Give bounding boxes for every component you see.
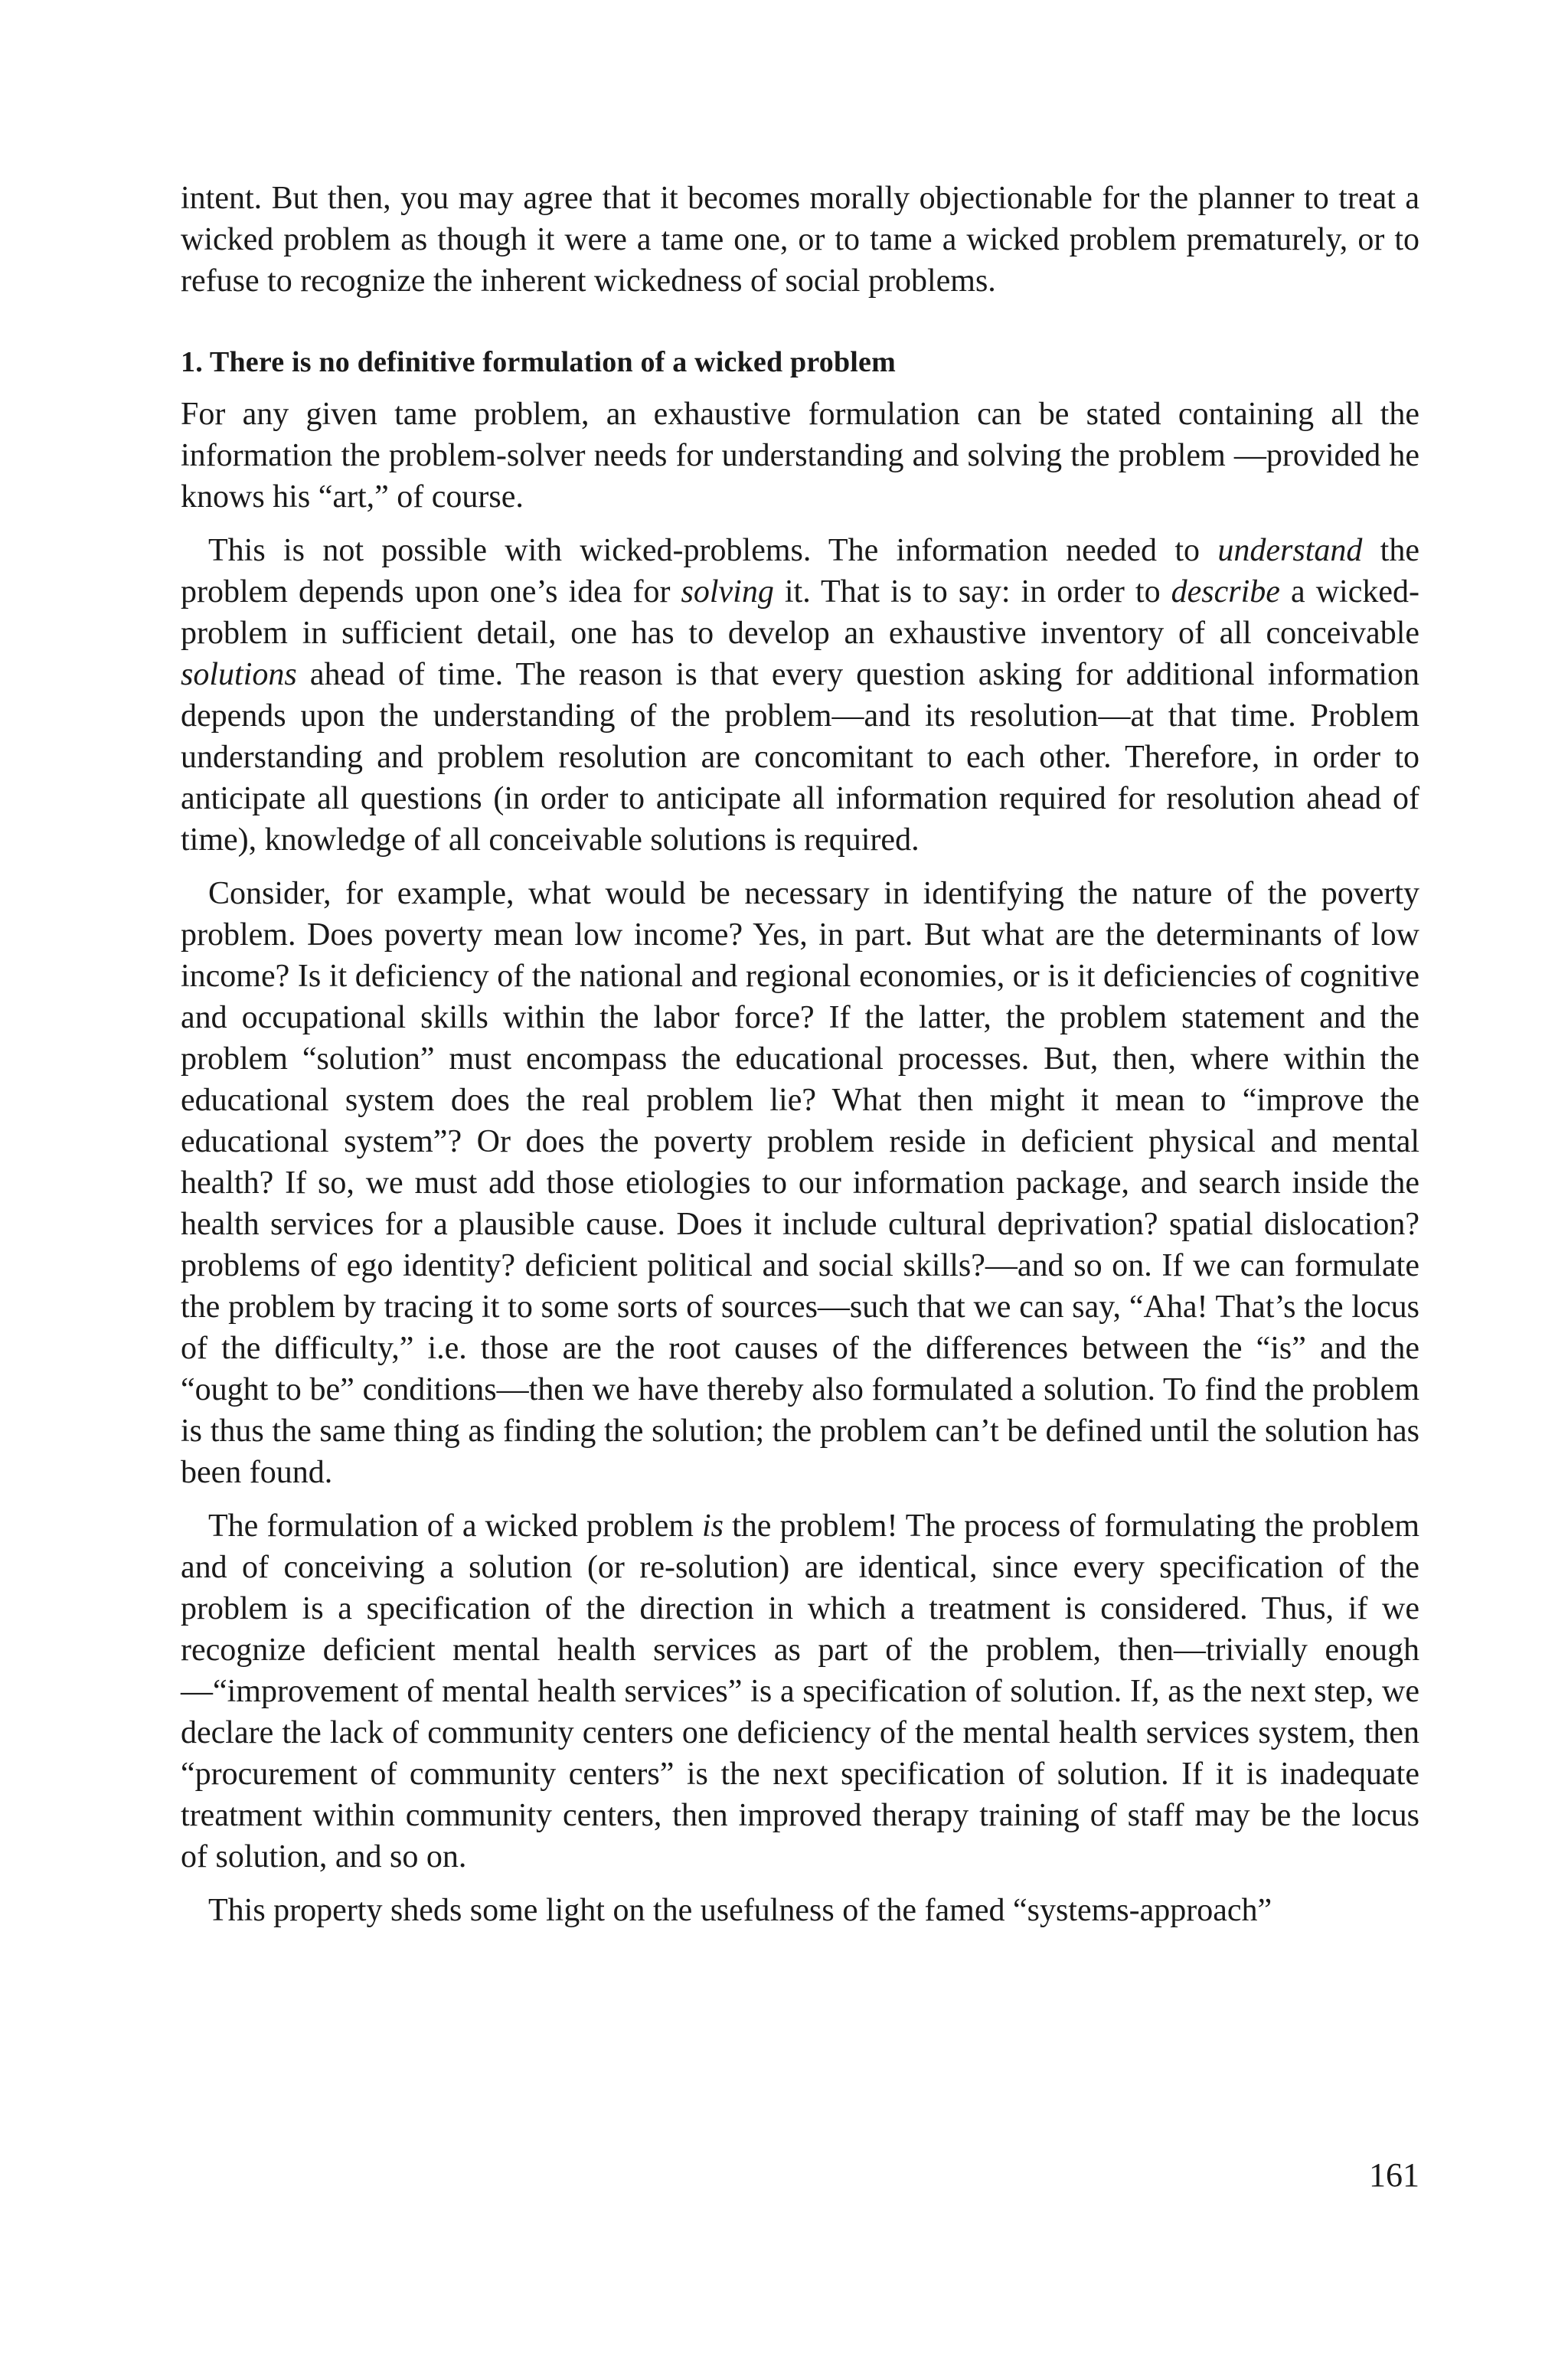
- text-run: it. That is to say: in order to: [773, 574, 1171, 610]
- emphasis-solving: solving: [681, 574, 774, 610]
- emphasis-solutions: solutions: [181, 657, 297, 692]
- text-column: [181, 178, 1419, 1943]
- emphasis-understand: understand: [1217, 533, 1363, 568]
- paragraph-wicked-information: [181, 530, 1419, 861]
- paragraph-formulation-is-problem: [181, 1505, 1419, 1878]
- page-number: 161: [1369, 2156, 1419, 2194]
- text-run: a wicked-problem in sufficient detail, one has to develop an exhaustive inventory of all conceivable: [181, 574, 1419, 651]
- text-run: This is not possible with wicked-problems. The information needed to: [208, 533, 1218, 568]
- opening-paragraph: intent. But then, you may agree that it becomes morally objectionable for the planner to treat a wicked problem as though it were a tame one, or to tame a wicked problem prematurely, or to refuse to recognize the inherent wickedness of social problems.: [181, 181, 1419, 299]
- text-run: The formulation of a wicked problem: [208, 1508, 702, 1544]
- text-run: the problem! The process of formulating the problem and of conceiving a solution (or re-solution) are identical, since every specification of the problem is a specification of the direction in which a treatment is considered. Thus, if we recognize deficient mental health services as part of the problem, then—trivially enough—“improvement of mental health services” is a specification of solution. If, as the next step, we declare the lack of community centers one deficiency of the mental health services system, then “procurement of community centers” is the next specification of solution. If it is inadequate treatment within community centers, then improved therapy training of staff may be the locus of solution, and so on.: [181, 1508, 1419, 1874]
- text-run: ahead of time. The reason is that every question asking for additional information depends upon the understanding of the problem—and its resolution—at that time. Problem understanding and problem resolution are concomitant to each other. Therefore, in order to anticipate all questions (in order to anticipate all information required for resolution ahead of time), knowledge of all conceivable solutions is required.: [181, 657, 1419, 858]
- text-run: the problem depends upon one’s idea for: [181, 533, 1419, 610]
- emphasis-is: is: [701, 1508, 724, 1544]
- section-heading: 1. There is no definitive formulation of a wicked problem: [181, 346, 896, 378]
- paragraph-systems-approach: This property sheds some light on the usefulness of the famed “systems-approach”: [208, 1893, 1272, 1928]
- emphasis-describe: describe: [1171, 574, 1280, 610]
- paragraph-poverty-example: Consider, for example, what would be necessary in identifying the nature of the poverty problem. Does poverty mean low income? Yes, in part. But what are the determinants of low income? Is it deficiency of the national and regional economies, or is it deficiencies of cognitive and occupational skills within the labor force? If the latter, the problem statement and the problem “solution” must encompass the educational processes. But, then, where within the educational system does the real problem lie? What then might it mean to “improve the educational system”? Or does the poverty problem reside in deficient physical and mental health? If so, we must add those etiologies to our information package, and search inside the health services for a plausible cause. Does it include cultural deprivation? spatial dislocation? problems of ego identity? deficient political and social skills?—and so on. If we can formulate the problem by tracing it to some sorts of sources—such that we can say, “Aha! That’s the locus of the difficulty,” i.e. those are the root causes of the differences between the “is” and the “ought to be” conditions—then we have thereby also formulated a solution. To find the problem is thus the same thing as finding the solution; the problem can’t be defined until the solution has been found.: [181, 876, 1419, 1490]
- paragraph-tame-problem: For any given tame problem, an exhaustive formulation can be stated containing all the information the problem-solver needs for understanding and solving the problem —provided he knows his “art,” of course.: [181, 397, 1419, 515]
